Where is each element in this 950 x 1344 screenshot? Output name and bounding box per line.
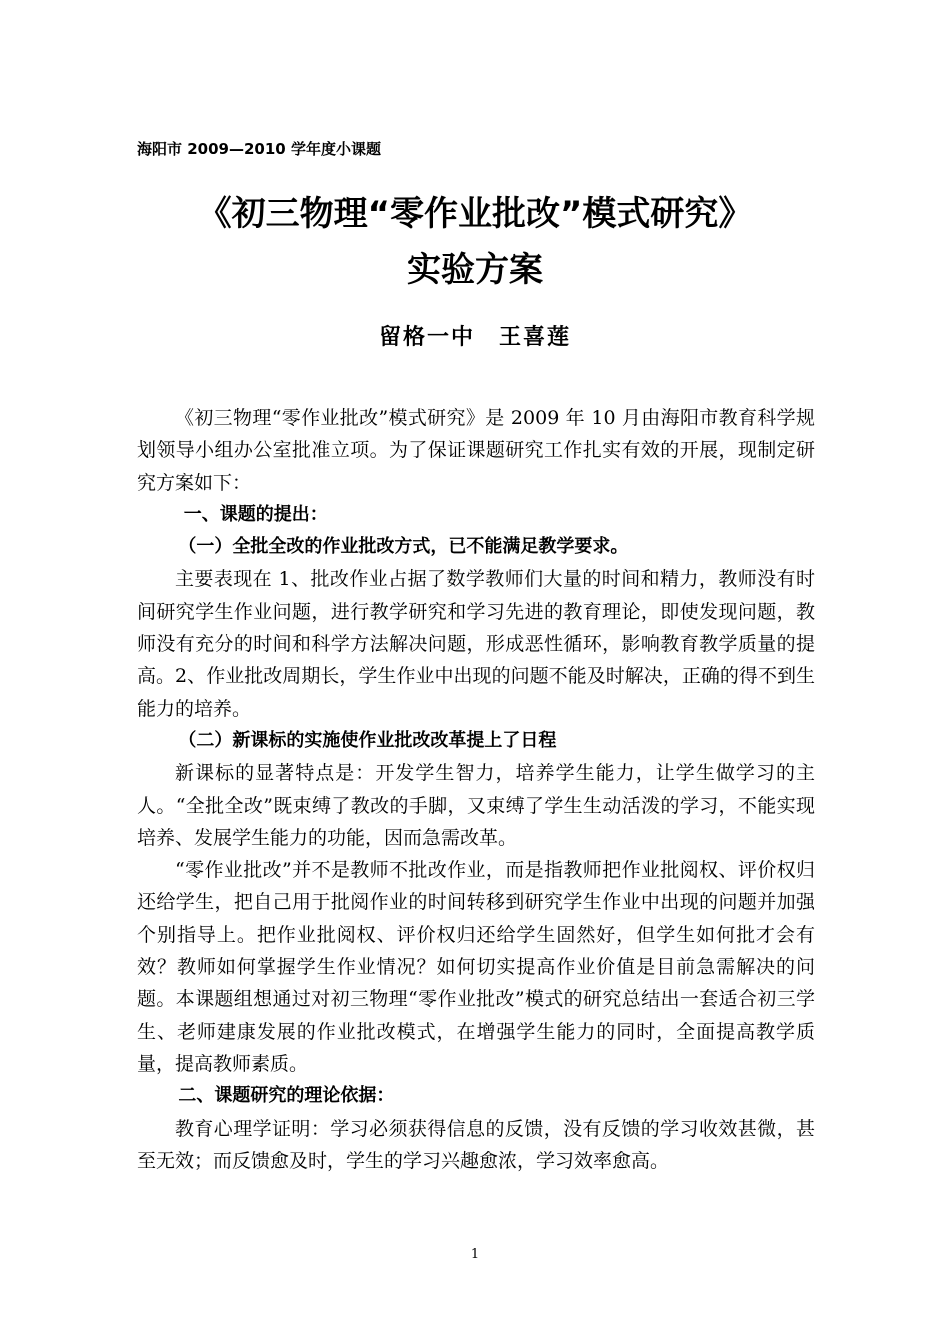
header-note: 海阳市 2009—2010 学年度小课题	[137, 140, 381, 158]
paragraph-problems: 主要表现在 1、批改作业占据了数学教师们大量的时间和精力，教师没有时间研究学生作业问题，进行教学研究和学习先进的教育理论，即使发现问题，教师没有充分的时间和科学方法解决问题，形成恶性循环，影响教育教学质量的提高。2、作业批改周期长，学生作业中出现的问题不能及时解决，正确的得不到生能力的培养。	[137, 568, 815, 720]
subsection-heading-2: （二）新课标的实施使作业批改改革提上了日程	[178, 729, 557, 751]
paragraph-intro: 《初三物理“零作业批改”模式研究》是 2009 年 10 月由海阳市教育科学规划领导小组办公室批准立项。为了保证课题研究工作扎实有效的开展，现制定研究方案如下：	[137, 407, 815, 494]
section-heading-1: 一、课题的提出：	[183, 503, 328, 525]
body-text	[137, 402, 815, 1177]
title-line-1: 《初三物理“零作业批改”模式研究》	[197, 194, 753, 234]
document-title	[100, 186, 850, 298]
section-heading-2: 二、课题研究的理论依据：	[178, 1085, 395, 1107]
title-line-2: 实验方案	[407, 250, 543, 290]
subsection-heading-1: （一）全批全改的作业批改方式，已不能满足教学要求。	[178, 536, 629, 558]
paragraph-zero-grading: “零作业批改”并不是教师不批改作业，而是指教师把作业批阅权、评价权归还给学生，把自己用于批阅作业的时间转移到研究学生作业中出现的问题并加强个别指导上。把作业批阅权、评价权归还给学生固然好，但学生如何批才会有效？教师如何掌握学生作业情况？如何切实提高作业价值是目前急需解决的问题。本课题组想通过对初三物理“零作业批改”模式的研究总结出一套适合初三学生、老师建康发展的作业批改模式，在增强学生能力的同时，全面提高教学质量，提高教师素质。	[137, 859, 815, 1075]
paragraph-theory: 教育心理学证明：学习必须获得信息的反馈，没有反馈的学习收效甚微，甚至无效；而反馈愈及时，学生的学习兴趣愈浓，学习效率愈高。	[137, 1117, 815, 1172]
page-number: 1	[470, 1247, 480, 1262]
paragraph-new-curriculum: 新课标的显著特点是：开发学生智力，培养学生能力，让学生做学习的主人。“全批全改”既束缚了教改的手脚，又束缚了学生生动活泼的学习，不能实现培养、发展学生能力的功能，因而急需改革。	[137, 762, 815, 849]
author-line: 留格一中 王喜莲	[378, 325, 571, 350]
